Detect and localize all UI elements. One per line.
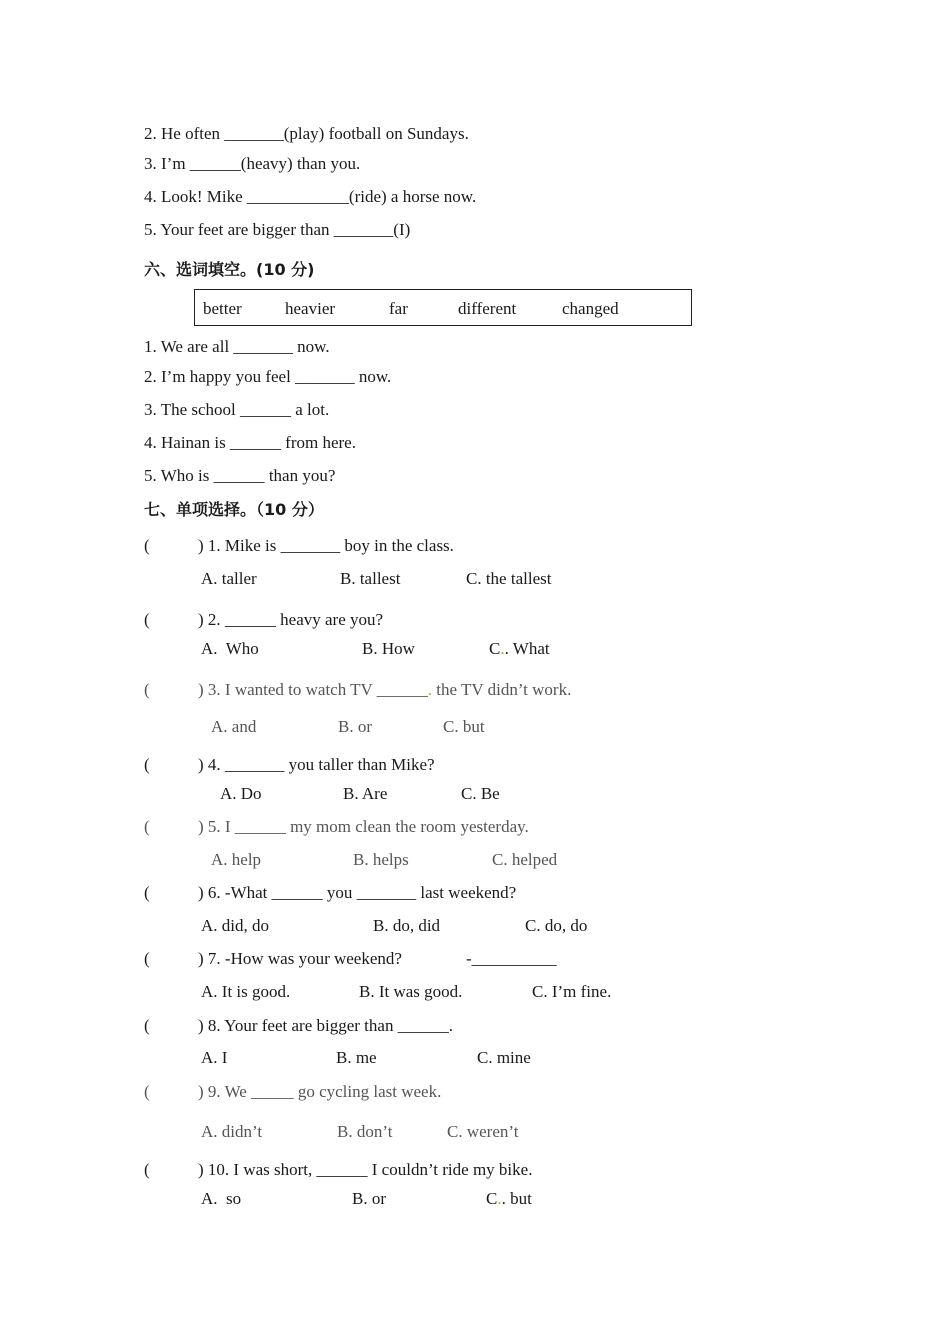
option-c: C. but [443,717,485,736]
answer-paren: ( [144,949,150,968]
option-b: B. or [352,1189,386,1208]
answer-paren: ( [144,883,150,902]
word-bank-item: heavier [285,299,336,318]
option-text: . but [501,1189,532,1208]
highlight-mark: . [500,639,505,658]
question-7: ) 7. -How was your weekend? [198,949,402,968]
word-item-2: 2. I’m happy you feel _______ now. [144,367,392,386]
option-b: B. It was good. [359,982,463,1001]
option-b: B. me [336,1048,377,1067]
question-10: ) 10. I was short, ______ I couldn’t ride my bike. [198,1160,533,1179]
option-c [489,639,550,659]
answer-paren: ( [144,1016,150,1035]
option-a: A. Do [220,784,262,803]
option-b: B. or [338,717,372,736]
answer-paren: ( [144,680,150,699]
option-c: C. do, do [525,916,588,935]
word-bank-item: better [203,299,242,318]
option-letter: C [489,639,501,658]
option-a: A. so [201,1189,242,1208]
word-item-1: 1. We are all _______ now. [144,337,330,356]
question-8: ) 8. Your feet are bigger than ______. [198,1016,453,1035]
option-c: C. weren’t [447,1122,519,1141]
question-4: ) 4. _______ you taller than Mike? [198,755,435,774]
word-bank [194,289,692,326]
option-a: A. didn’t [201,1122,263,1141]
answer-paren: ( [144,536,150,555]
option-a: A. It is good. [201,982,291,1001]
option-a: A. and [211,717,257,736]
option-b: B. helps [353,850,409,869]
option-letter: C [486,1189,498,1208]
word-bank-item: far [389,299,408,318]
word-item-4: 4. Hainan is ______ from here. [144,433,356,452]
option-text: . What [504,639,550,658]
answer-paren: ( [144,755,150,774]
option-c: C. Be [461,784,500,803]
option-a: A. Who [201,639,259,658]
question-2: ) 2. ______ heavy are you? [198,610,384,629]
word-item-5: 5. Who is ______ than you? [144,466,336,485]
fill-item-2: 2. He often _______(play) football on Sundays. [144,124,469,143]
option-c: C. I’m fine. [532,982,612,1001]
highlight-mark: . [497,1189,502,1208]
option-b: B. How [362,639,415,658]
option-c: C. mine [477,1048,531,1067]
option-a: A. taller [201,569,257,588]
option-c [486,1189,532,1209]
word-bank-item: changed [562,299,619,318]
question-5: ) 5. I ______ my mom clean the room yesterday. [198,817,529,836]
option-b: B. don’t [337,1122,393,1141]
answer-paren: ( [144,1160,150,1179]
answer-paren: ( [144,817,150,836]
section-6-title: 六、选词填空。(10 分) [144,260,315,279]
option-c: C. the tallest [466,569,552,588]
option-c: C. helped [492,850,558,869]
option-a: A. help [211,850,262,869]
option-b: B. tallest [340,569,401,588]
word-item-3: 3. The school ______ a lot. [144,400,330,419]
question-text: ) 3. I wanted to watch TV ______ [198,680,428,699]
section-7-title: 七、单项选择。（10 分） [144,500,324,519]
option-a: A. did, do [201,916,269,935]
fill-item-3: 3. I’m ______(heavy) than you. [144,154,361,173]
option-b: B. do, did [373,916,441,935]
answer-paren: ( [144,610,150,629]
answer-paren: ( [144,1082,150,1101]
answer-blank: -__________ [466,949,557,968]
question-tail: the TV didn’t work. [432,680,572,699]
question-9: ) 9. We _____ go cycling last week. [198,1082,442,1101]
option-a: A. I [201,1048,228,1067]
question-3 [198,680,571,700]
option-b: B. Are [343,784,388,803]
highlight-mark: . [427,680,433,699]
question-6: ) 6. -What ______ you _______ last weekend? [198,883,517,902]
fill-item-5: 5. Your feet are bigger than _______(I) [144,220,411,239]
question-1: ) 1. Mike is _______ boy in the class. [198,536,454,555]
word-bank-item: different [458,299,517,318]
fill-item-4: 4. Look! Mike ____________(ride) a horse now. [144,187,477,206]
